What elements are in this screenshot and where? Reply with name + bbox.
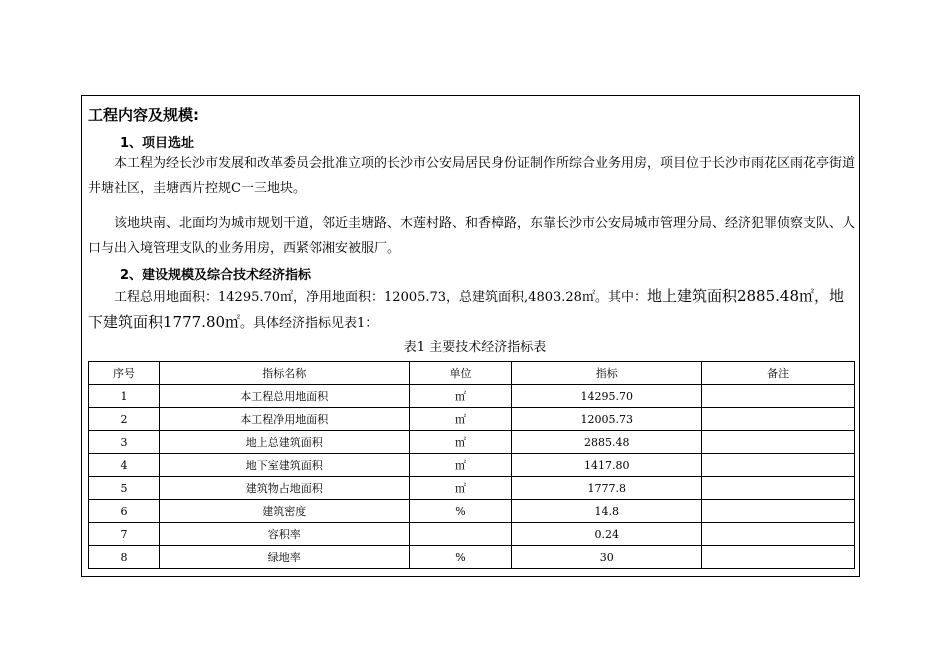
cell-name: 容积率 — [159, 523, 409, 546]
table-row — [89, 523, 855, 546]
cell-remark — [702, 408, 855, 431]
subsection-title-site: 1、项目选址 — [120, 136, 195, 151]
table-row — [89, 431, 855, 454]
paragraph-surroundings: 该地块南、北面均为城市规划干道，邻近圭塘路、木莲村路、和香樟路，东靠长沙市公安局城市管理分局、经济犯罪侦察支队、人口与出入境管理支队的业务用房，西紧邻湘安被服厂。 — [88, 216, 856, 256]
cell-unit: % — [409, 546, 512, 569]
section-title: 工程内容及规模: — [88, 106, 199, 124]
scale-text-a: 工程总用地面积：14295.70㎡，净用地面积：12005.73，总建筑面积,4803.28㎡。其中： — [114, 290, 647, 305]
header-remark: 备注 — [702, 362, 855, 385]
cell-name: 建筑物占地面积 — [159, 477, 409, 500]
cell-name: 本工程总用地面积 — [159, 385, 409, 408]
scale-text-c: 。具体经济指标见表1： — [240, 316, 379, 331]
cell-index: 8 — [89, 546, 160, 569]
table-row — [89, 408, 855, 431]
table-caption: 表1 主要技术经济指标表 — [403, 340, 547, 355]
paragraph-scale — [88, 284, 858, 336]
header-unit: 单位 — [409, 362, 512, 385]
cell-value: 1777.8 — [512, 477, 702, 500]
subsection-title-scale: 2、建设规模及综合技术经济指标 — [120, 268, 312, 283]
cell-value: 14.8 — [512, 500, 702, 523]
cell-remark — [702, 385, 855, 408]
cell-index: 3 — [89, 431, 160, 454]
cell-unit: ㎡ — [409, 385, 512, 408]
scale-text-b: 地上建筑面积2885.48㎡，地下建筑面积1777.80㎡ — [88, 287, 844, 331]
cell-name: 地上总建筑面积 — [159, 431, 409, 454]
cell-value: 30 — [512, 546, 702, 569]
cell-index: 7 — [89, 523, 160, 546]
cell-index: 6 — [89, 500, 160, 523]
cell-index: 4 — [89, 454, 160, 477]
cell-remark — [702, 500, 855, 523]
cell-remark — [702, 431, 855, 454]
cell-remark — [702, 523, 855, 546]
table-row — [89, 500, 855, 523]
header-value: 指标 — [512, 362, 702, 385]
cell-unit — [409, 523, 512, 546]
cell-index: 1 — [89, 385, 160, 408]
cell-value: 0.24 — [512, 523, 702, 546]
header-index: 序号 — [89, 362, 160, 385]
cell-remark — [702, 477, 855, 500]
cell-value: 2885.48 — [512, 431, 702, 454]
header-name: 指标名称 — [159, 362, 409, 385]
table-row — [89, 454, 855, 477]
cell-unit: ㎡ — [409, 454, 512, 477]
cell-name: 本工程净用地面积 — [159, 408, 409, 431]
cell-unit: ㎡ — [409, 431, 512, 454]
table-row — [89, 477, 855, 500]
paragraph-site-location: 本工程为经长沙市发展和改革委员会批准立项的长沙市公安局居民身份证制作所综合业务用房，项目位于长沙市雨花区雨花亭街道井塘社区，圭塘西片控规C一三地块。 — [88, 156, 856, 196]
cell-name: 地下室建筑面积 — [159, 454, 409, 477]
table-row — [89, 385, 855, 408]
cell-remark — [702, 546, 855, 569]
cell-value: 12005.73 — [512, 408, 702, 431]
table-row — [89, 546, 855, 569]
cell-index: 5 — [89, 477, 160, 500]
cell-name: 建筑密度 — [159, 500, 409, 523]
cell-value: 14295.70 — [512, 385, 702, 408]
cell-unit: ㎡ — [409, 477, 512, 500]
cell-index: 2 — [89, 408, 160, 431]
table-header-row — [89, 362, 855, 385]
metrics-table — [88, 361, 855, 569]
cell-name: 绿地率 — [159, 546, 409, 569]
cell-unit: ㎡ — [409, 408, 512, 431]
cell-value: 1417.80 — [512, 454, 702, 477]
cell-unit: % — [409, 500, 512, 523]
cell-remark — [702, 454, 855, 477]
